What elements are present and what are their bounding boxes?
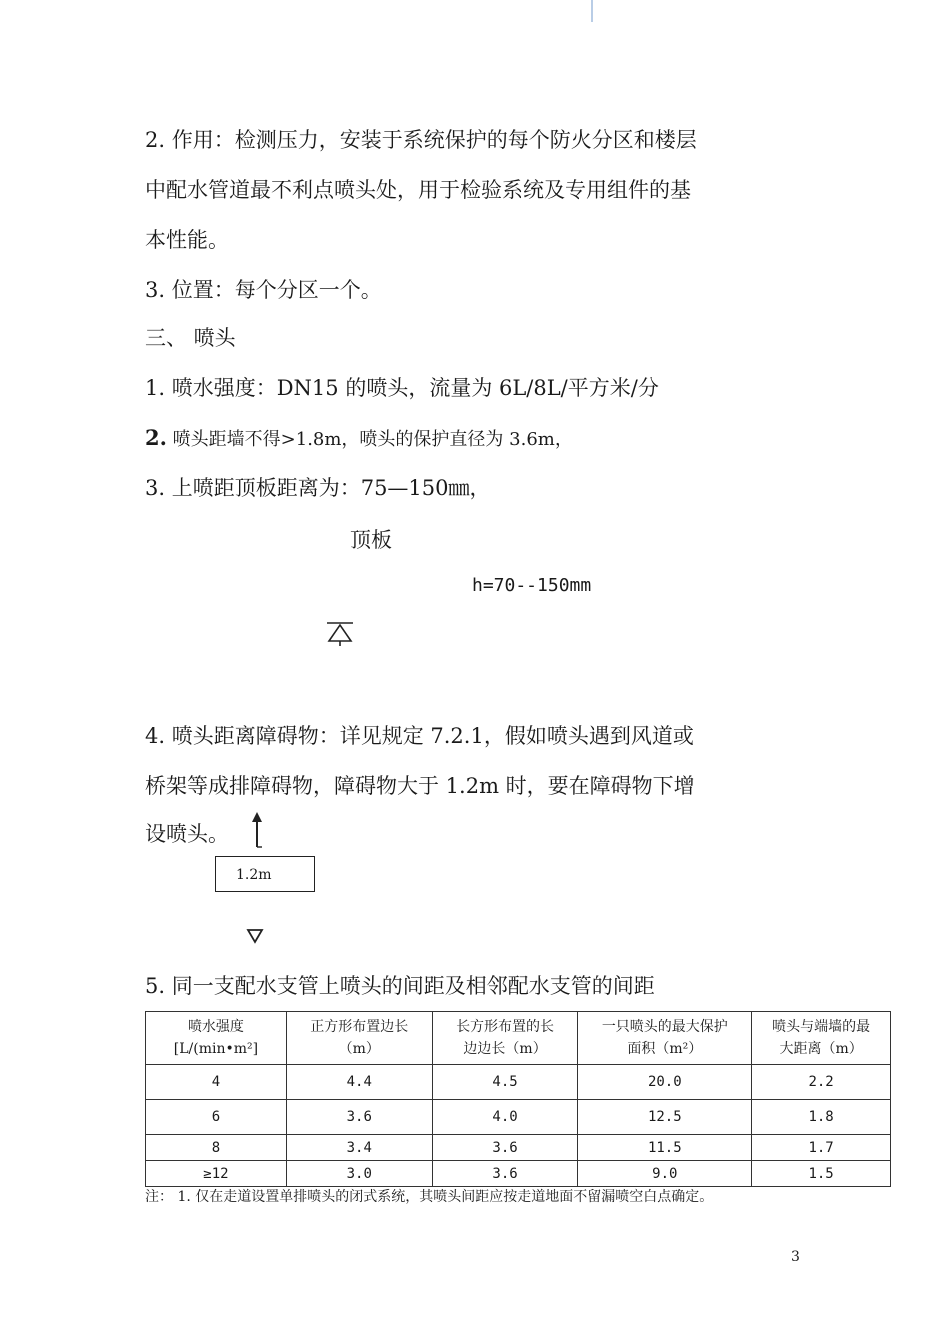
top-marker bbox=[591, 0, 593, 22]
table-cell: 3.6 bbox=[432, 1135, 578, 1161]
arrow-up-icon bbox=[247, 811, 267, 851]
spacing-table bbox=[145, 1011, 891, 1187]
paragraph bbox=[145, 424, 573, 454]
paragraph: 2. 作用：检测压力，安装于系统保护的每个防火分区和楼层 bbox=[145, 128, 697, 152]
table-row bbox=[146, 1161, 891, 1187]
paragraph: 3. 位置：每个分区一个。 bbox=[145, 278, 382, 302]
table-note: 注： 1. 仅在走道设置单排喷头的闭式系统，其喷头间距应按走道地面不留漏喷空白点确定。 bbox=[145, 1189, 714, 1205]
sprinkler-down-icon bbox=[245, 927, 265, 945]
table-cell: ≥12 bbox=[146, 1161, 287, 1187]
table-cell: 1.5 bbox=[752, 1161, 891, 1187]
item-text: 喷头距墙不得>1.8m，喷头的保护直径为 3.6m， bbox=[166, 429, 573, 450]
section-heading: 三、 喷头 bbox=[145, 326, 236, 350]
table-cell: 2.2 bbox=[752, 1065, 891, 1100]
table-cell: 9.0 bbox=[578, 1161, 752, 1187]
table-cell: 3.0 bbox=[286, 1161, 432, 1187]
page-number: 3 bbox=[791, 1249, 800, 1265]
paragraph: 设喷头。 bbox=[145, 822, 229, 846]
obstacle-width-label: 1.2m bbox=[236, 867, 272, 883]
table-header-cell: 长方形布置的长 边边长（m） bbox=[432, 1012, 578, 1065]
table-row bbox=[146, 1135, 891, 1161]
ceiling-label: 顶板 bbox=[350, 528, 392, 552]
paragraph: 3. 上喷距顶板距离为：75—150㎜， bbox=[145, 476, 491, 500]
paragraph: 本性能。 bbox=[145, 228, 229, 252]
sprinkler-symbol-icon bbox=[326, 621, 354, 647]
obstacle-box bbox=[215, 856, 315, 892]
table-row bbox=[146, 1065, 891, 1100]
table-header-cell: 正方形布置边长 （m） bbox=[286, 1012, 432, 1065]
item-number: 2. bbox=[145, 425, 167, 450]
table-header-cell: 一只喷头的最大保护 面积（m²） bbox=[578, 1012, 752, 1065]
paragraph: 1. 喷水强度：DN15 的喷头，流量为 6L/8L/平方米/分 bbox=[145, 376, 659, 400]
table-cell: 3.6 bbox=[286, 1100, 432, 1135]
table-cell: 20.0 bbox=[578, 1065, 752, 1100]
table-header-cell: 喷水强度 [L/(min•m²] bbox=[146, 1012, 287, 1065]
table-cell: 4 bbox=[146, 1065, 287, 1100]
table-cell: 1.7 bbox=[752, 1135, 891, 1161]
paragraph: 5. 同一支配水支管上喷头的间距及相邻配水支管的间距 bbox=[145, 974, 655, 998]
table-cell: 3.6 bbox=[432, 1161, 578, 1187]
table-cell: 4.4 bbox=[286, 1065, 432, 1100]
paragraph: 中配水管道最不利点喷头处，用于检验系统及专用组件的基 bbox=[145, 178, 691, 202]
table-cell: 11.5 bbox=[578, 1135, 752, 1161]
paragraph: 桥架等成排障碍物，障碍物大于 1.2m 时，要在障碍物下增 bbox=[145, 774, 695, 798]
table-cell: 4.0 bbox=[432, 1100, 578, 1135]
table-cell: 8 bbox=[146, 1135, 287, 1161]
table-header-cell: 喷头与端墙的最 大距离（m） bbox=[752, 1012, 891, 1065]
height-label: h=70--150mm bbox=[472, 575, 592, 596]
table-cell: 1.8 bbox=[752, 1100, 891, 1135]
table-cell: 6 bbox=[146, 1100, 287, 1135]
table-cell: 3.4 bbox=[286, 1135, 432, 1161]
paragraph: 4. 喷头距离障碍物：详见规定 7.2.1，假如喷头遇到风道或 bbox=[145, 724, 694, 748]
table-row bbox=[146, 1100, 891, 1135]
table-cell: 12.5 bbox=[578, 1100, 752, 1135]
table-cell: 4.5 bbox=[432, 1065, 578, 1100]
table-header-row bbox=[146, 1012, 891, 1065]
